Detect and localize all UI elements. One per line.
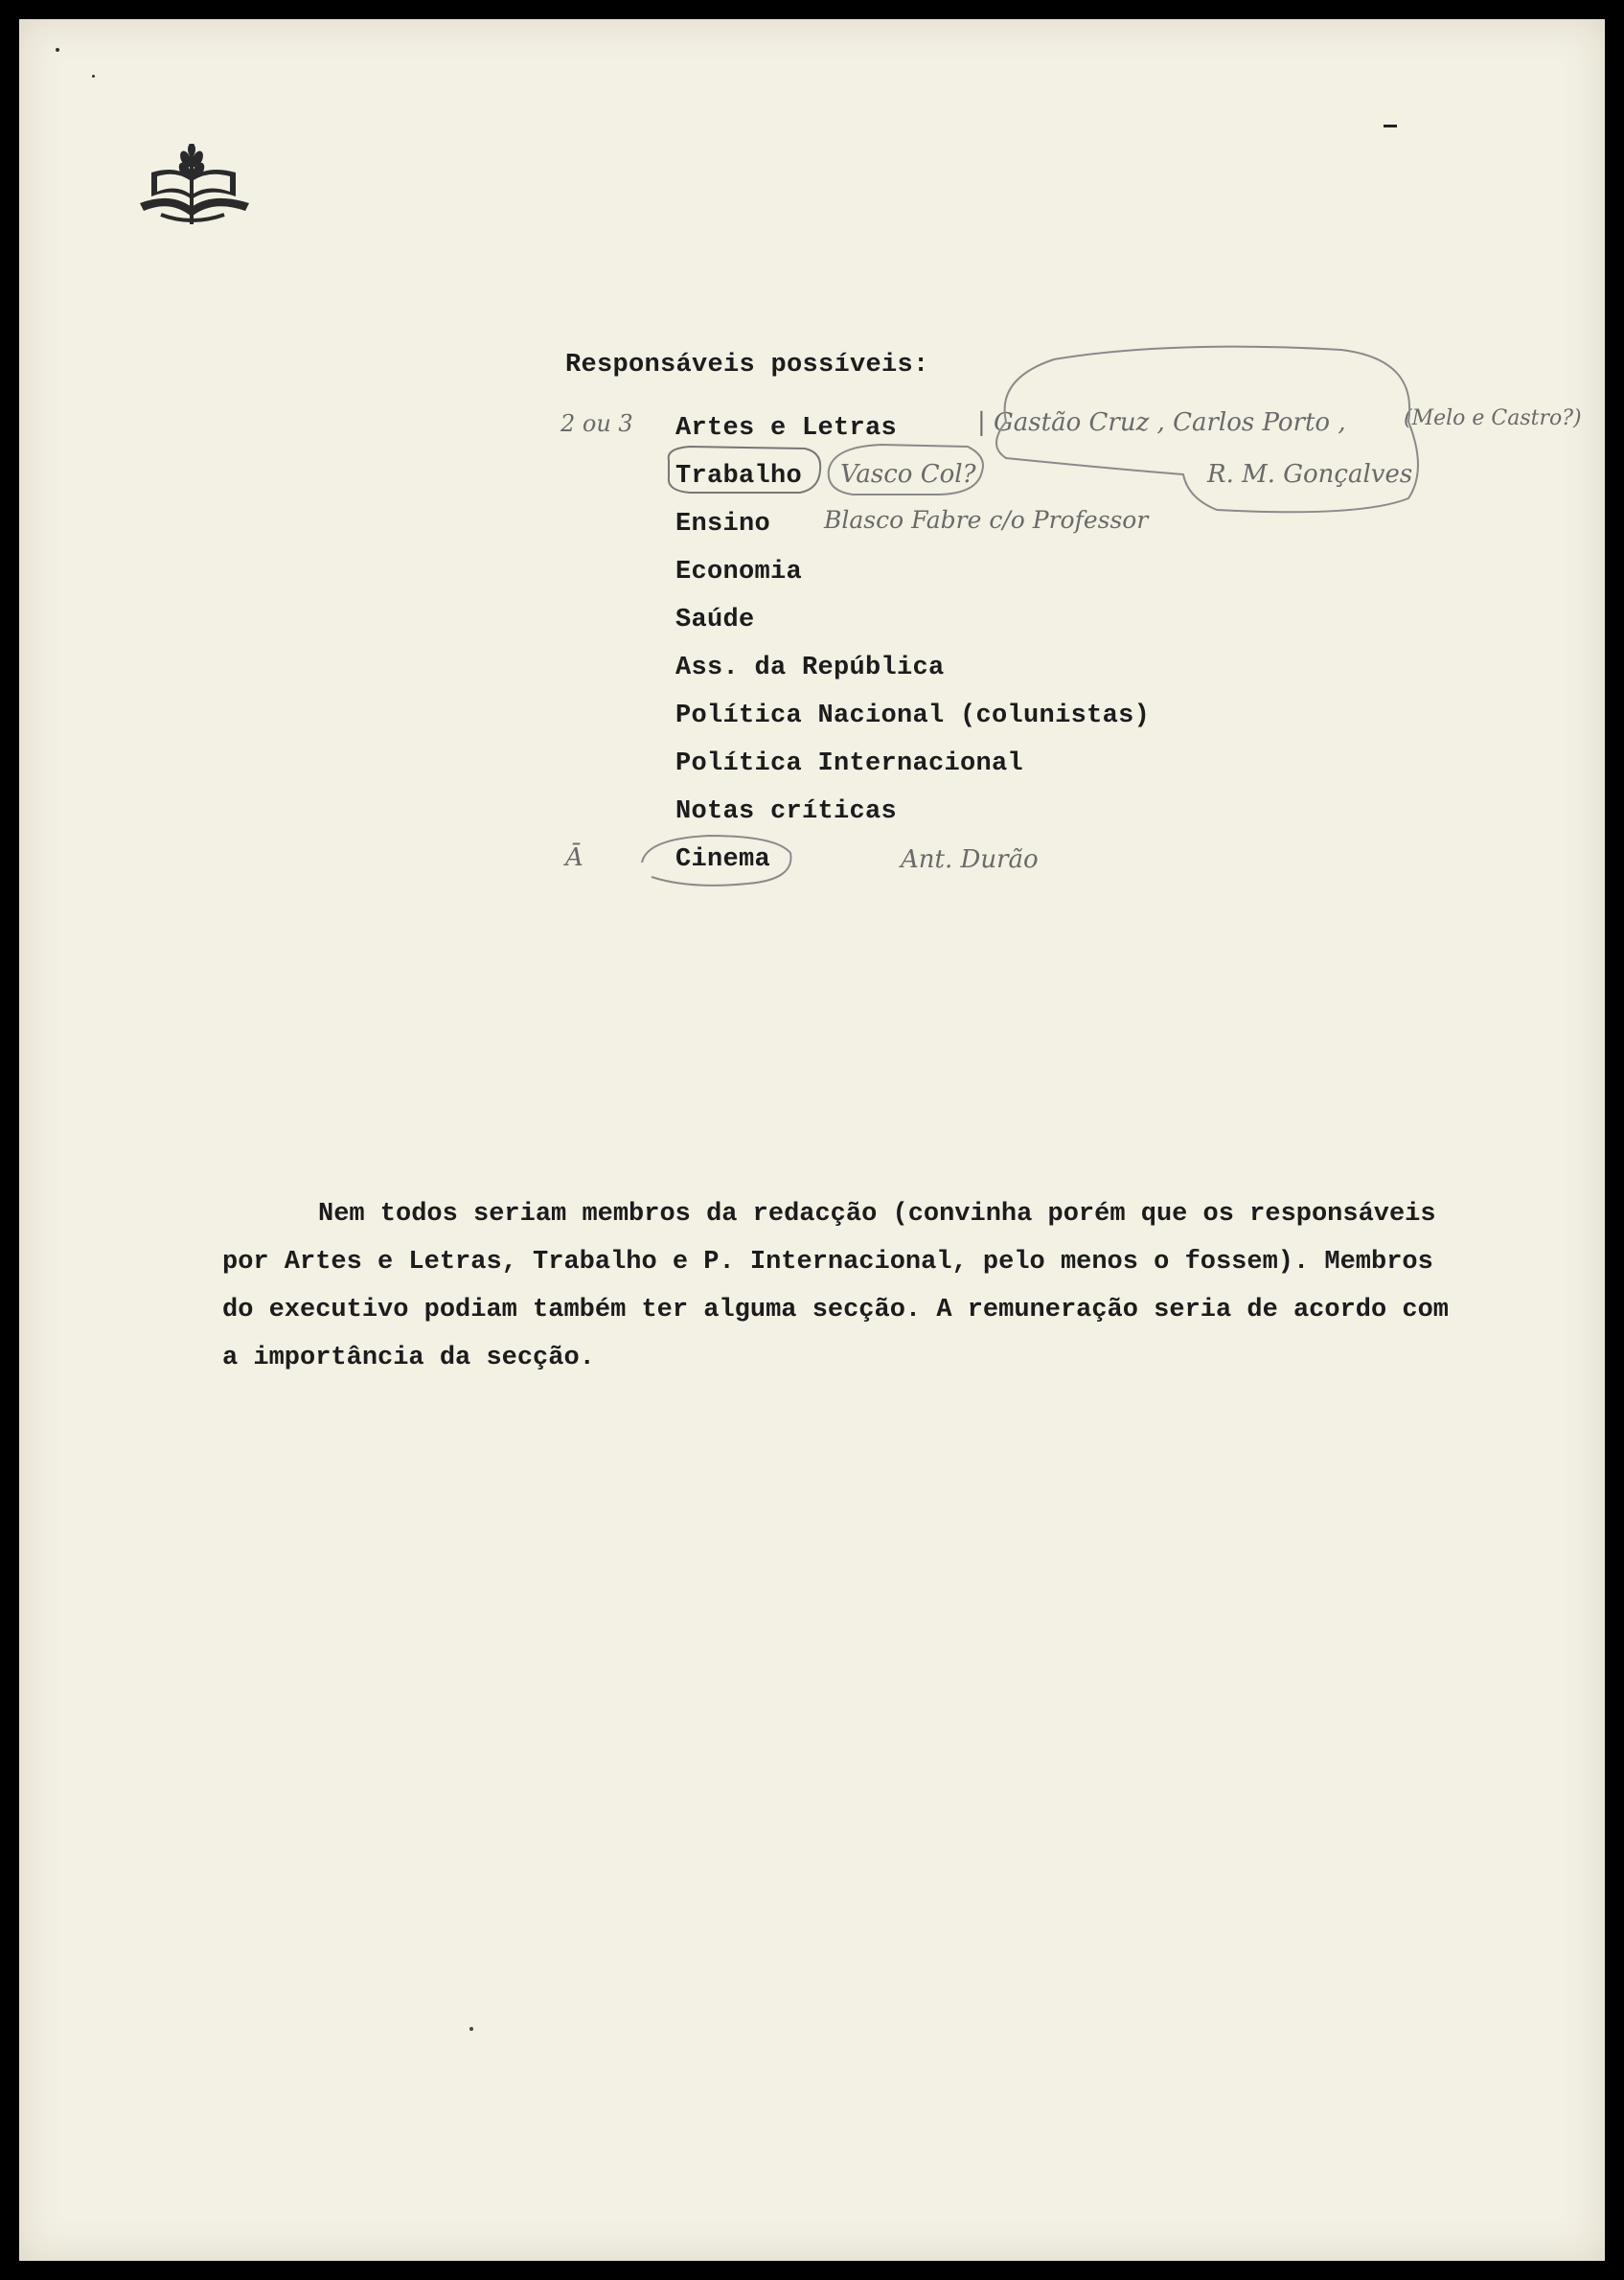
annotation-cinema: Ant. Durão <box>901 845 1039 874</box>
section-item-politica-internacional: Política Internacional <box>675 749 1024 778</box>
pencil-marks <box>19 19 1605 2261</box>
section-item-cinema: Cinema <box>675 845 771 874</box>
annotation-cinema-margin: Ā <box>565 843 583 872</box>
paragraph-line: do executivo podiam também ter alguma secção. A remuneração seria de acordo com <box>222 1296 1450 1324</box>
section-item-ensino: Ensino <box>675 510 771 539</box>
annotation-artes-names-3: R. M. Gonçalves <box>1207 460 1413 489</box>
section-item-assembleia-republica: Ass. da República <box>675 654 945 682</box>
document-page <box>19 19 1605 2261</box>
section-item-saude: Saúde <box>675 606 755 634</box>
annotation-artes-names-1: | Gastão Cruz , Carlos Porto , <box>977 408 1346 437</box>
body-paragraph <box>222 1190 1525 1382</box>
section-item-notas-criticas: Notas críticas <box>675 797 898 826</box>
annotation-artes-margin: 2 ou 3 <box>560 410 633 437</box>
annotation-artes-names-2: (Melo e Castro?) <box>1404 406 1582 430</box>
section-item-politica-nacional: Política Nacional (colunistas) <box>675 702 1151 730</box>
page-heading: Responsáveis possíveis: <box>565 351 929 380</box>
section-item-economia: Economia <box>675 558 803 587</box>
paragraph-line: Nem todos seriam membros da redacção (convinha porém que os responsáveis <box>318 1200 1436 1229</box>
ink-speck <box>469 2027 473 2031</box>
annotation-ensino: Blasco Fabre c/o Professor <box>824 506 1149 534</box>
annotation-trabalho: Vasco Col? <box>840 460 976 489</box>
section-item-artes-e-letras: Artes e Letras <box>675 414 898 443</box>
paragraph-line: a importância da secção. <box>222 1344 595 1372</box>
section-item-trabalho: Trabalho <box>675 462 803 491</box>
paragraph-line: por Artes e Letras, Trabalho e P. Internacional, pelo menos o fossem). Membros <box>222 1248 1433 1277</box>
